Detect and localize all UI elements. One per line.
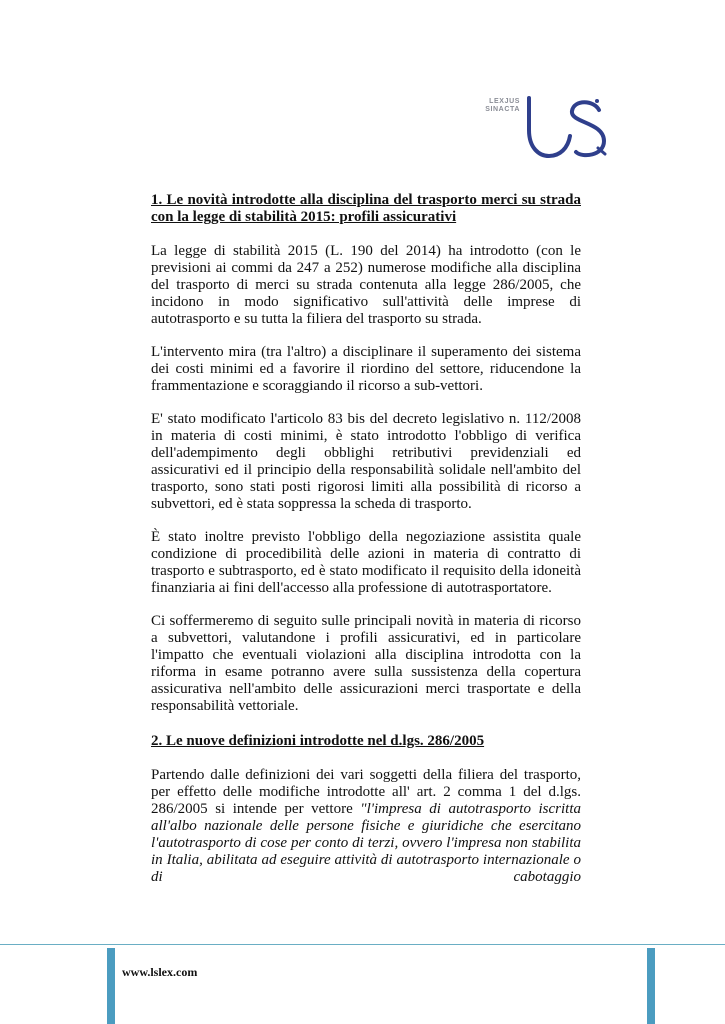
footer-right-accent-bar [647, 948, 655, 1024]
footer-website-link[interactable]: www.lslex.com [122, 965, 198, 979]
logo-text-line2: SINACTA [485, 106, 520, 113]
footer-divider [0, 944, 725, 945]
paragraph-6 [151, 767, 581, 886]
section-heading-1: 1. Le novità introdotte alla disciplina del trasporto merci su strada con la legge di stabilità 2015: profili assicurativi [151, 192, 581, 225]
logo-text-line1: LEXJUS [489, 98, 520, 105]
paragraph-1: La legge di stabilità 2015 (L. 190 del 2014) ha introdotto (con le previsioni ai commi da 247 a 252) numerose modifiche alla disciplina del trasporto di merci su strada contenuta alla legge 286/2005, che incidono in modo significativo sull'attività delle imprese di autotrasporto e su tutta la filiera del trasporto su strada. [151, 243, 581, 327]
vettore-definition-quote: "l'impresa di autotrasporto iscritta all'albo nazionale delle persone fisiche e giuridiche che esercitano l'autotrasporto di cose per conto di terzi, ovvero l'impresa non stabilita in Italia, abilitata ad eseguire attività di autotrasporto internazionale o di cabotaggio [151, 801, 582, 885]
us-monogram-logo-icon [522, 96, 618, 162]
paragraph-4: È stato inoltre previsto l'obbligo della negoziazione assistita quale condizione di procedibilità delle azioni in materia di contratto di trasporto e subtrasporto, ed è stato modificato il requisito della idoneità finanziaria ai fini dell'accesso alla professione di autotrasportatore. [151, 529, 581, 596]
article-body [151, 192, 581, 886]
section-heading-2: 2. Le nuove definizioni introdotte nel d.lgs. 286/2005 [151, 733, 485, 749]
paragraph-5: Ci soffermeremo di seguito sulle principali novità in materia di ricorso a subvettori, valutandone i profili assicurativi, ed in particolare l'impatto che eventuali violazioni alla disciplina introdotta con la riforma in esame potranno avere sulla sussistenza della copertura assicurativa nell'ambito delle assicurazioni merci trasportate e della responsabilità vettoriale. [151, 613, 581, 714]
footer-left-accent-bar [107, 948, 115, 1024]
logo-text [478, 98, 520, 114]
paragraph-2: L'intervento mira (tra l'altro) a disciplinare il superamento dei sistema dei costi minimi ed a favorire il riordino del settore, riducendone la frammentazione e scoraggiando il ricorso a sub-vettori. [151, 344, 581, 394]
paragraph-6-intro: Partendo dalle definizioni dei vari soggetti della filiera del trasporto, per effetto delle modifiche introdotte all' art. 2 comma 1 del d.lgs. 286/2005 si intende per vettore [151, 767, 581, 817]
paragraph-3: E' stato modificato l'articolo 83 bis del decreto legislativo n. 112/2008 in materia di costi minimi, è stato introdotto l'obbligo di verifica dell'adempimento degli obblighi retributivi previdenziali ed assicurativi ed il principio della responsabilità solidale nell'ambito del trasporto, sono stati posti rigorosi limiti alla possibilità di ricorso a subvettori, ed è stata soppressa la scheda di trasporto. [151, 411, 581, 512]
lexjus-sinacta-logo [478, 96, 618, 162]
